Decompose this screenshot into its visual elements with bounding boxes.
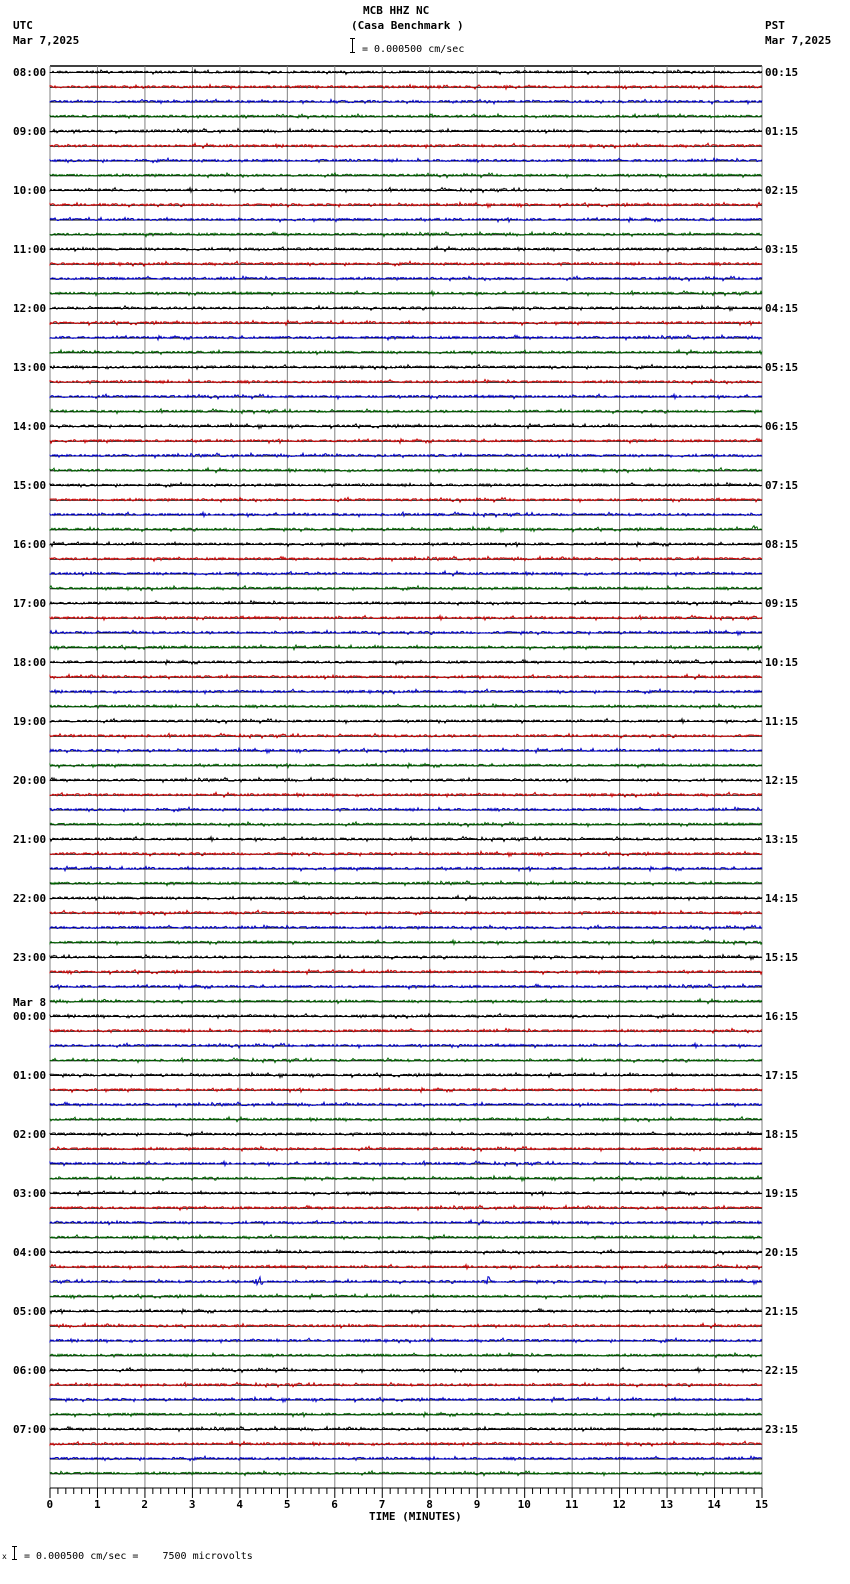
x-axis-title: TIME (MINUTES) [369,1510,462,1523]
trace-line [50,114,762,119]
trace-line [50,1456,762,1461]
trace-line [50,704,762,709]
trace-line [50,674,762,679]
right-timezone: PST [765,19,785,32]
pst-hour-label: 13:15 [765,833,799,846]
utc-hour-label: 20:00 [13,774,47,787]
trace-line [50,247,762,252]
trace-line [50,1264,762,1269]
trace-line [50,778,762,783]
utc-hour-label: 14:00 [13,420,47,433]
x-tick-label: 12 [612,1498,626,1511]
trace-line [50,232,762,237]
x-tick-label: 3 [188,1498,196,1511]
footer-prefix: x [2,1552,7,1561]
utc-hour-label: 09:00 [13,125,47,138]
trace-line [50,1014,762,1019]
x-tick-label: 15 [755,1498,769,1511]
pst-hour-label: 12:15 [765,774,799,787]
utc-hour-label: 07:00 [13,1423,47,1436]
pst-hour-label: 19:15 [765,1187,799,1200]
date-change-label: Mar 8 [13,996,47,1009]
trace-line [50,851,762,856]
trace-line [50,335,762,340]
utc-hour-label: 10:00 [13,184,47,197]
trace-line [50,925,762,930]
pst-hour-label: 18:15 [765,1128,799,1141]
pst-hour-label: 22:15 [765,1364,799,1377]
utc-hour-label: 12:00 [13,302,47,315]
pst-hour-label: 16:15 [765,1010,799,1023]
x-tick-label: 0 [46,1498,54,1511]
utc-hour-label: 08:00 [13,66,47,79]
pst-hour-label: 20:15 [765,1246,799,1259]
pst-hour-label: 07:15 [765,479,799,492]
pst-hour-label: 03:15 [765,243,799,256]
pst-hour-label: 00:15 [765,66,799,79]
pst-hour-label: 14:15 [765,892,799,905]
trace-line [50,365,762,370]
pst-hour-label: 02:15 [765,184,799,197]
x-tick-label: 2 [141,1498,149,1511]
trace-line [50,173,762,178]
utc-hour-label: 16:00 [13,538,47,551]
trace-line [50,394,762,399]
utc-hour-label: 02:00 [13,1128,47,1141]
x-tick-label: 8 [426,1498,433,1511]
trace-line [50,129,762,134]
pst-hour-label: 05:15 [765,361,799,374]
pst-hour-label: 06:15 [765,420,799,433]
trace-line [50,526,762,532]
site-name: (Casa Benchmark ) [351,19,464,32]
trace-line [50,542,762,547]
x-tick-label: 9 [473,1498,481,1511]
trace-line [50,881,762,886]
trace-line [50,1338,762,1343]
utc-hour-label: 17:00 [13,597,47,610]
x-tick-label: 4 [236,1498,243,1511]
utc-hour-label: 04:00 [13,1246,47,1259]
trace-line [50,822,762,827]
utc-hour-label: 21:00 [13,833,47,846]
left-timezone: UTC [13,19,33,32]
trace-line [50,143,762,148]
utc-hour-label: 05:00 [13,1305,47,1318]
trace-line [50,1277,762,1285]
trace-line [50,1397,762,1402]
x-tick-label: 5 [283,1498,291,1511]
pst-hour-label: 21:15 [765,1305,799,1318]
pst-hour-label: 09:15 [765,597,799,610]
x-tick-label: 11 [565,1498,579,1511]
x-tick-label: 13 [660,1498,674,1511]
trace-line [50,188,762,193]
utc-hour-label: 22:00 [13,892,47,905]
trace-line [50,1235,762,1240]
utc-hour-label: 15:00 [13,479,47,492]
pst-hour-label: 10:15 [765,656,799,669]
pst-hour-label: 11:15 [765,715,799,728]
trace-line [50,276,762,281]
utc-hour-label: 06:00 [13,1364,47,1377]
trace-line [50,379,762,384]
trace-line [50,1427,762,1432]
trace-line [50,1028,762,1033]
footer-scale-bar-icon [14,1546,15,1560]
x-tick-label: 6 [331,1498,338,1511]
x-tick-label: 14 [707,1498,721,1511]
trace-line [50,158,762,163]
scale-text: = 0.000500 cm/sec [362,44,465,55]
pst-hour-label: 17:15 [765,1069,799,1082]
utc-hour-label: 03:00 [13,1187,47,1200]
trace-line [50,689,762,694]
trace-line [50,896,762,901]
utc-hour-label: 18:00 [13,656,47,669]
trace-line [50,1146,762,1151]
utc-hour-label: 01:00 [13,1069,47,1082]
trace-line [50,483,762,488]
utc-hour-label: 11:00 [13,243,47,256]
trace-line [50,261,762,266]
trace-line [50,1058,762,1063]
utc-hour-label: 19:00 [13,715,47,728]
footer-scale-text: = 0.000500 cm/sec = 7500 microvolts [24,1551,253,1562]
trace-line [50,70,762,75]
trace-line [50,586,762,591]
station-title: MCB HHZ NC [363,4,430,17]
trace-line [50,453,762,458]
trace-line [50,719,762,724]
trace-line [50,85,762,89]
x-tick-label: 7 [378,1498,386,1511]
right-date: Mar 7,2025 [765,34,832,47]
trace-line [50,202,762,207]
trace-line [50,807,762,812]
left-date: Mar 7,2025 [13,34,80,47]
trace-line [50,955,762,960]
pst-hour-label: 01:15 [765,125,799,138]
pst-hour-label: 15:15 [765,951,799,964]
pst-hour-label: 04:15 [765,302,799,315]
x-tick-label: 1 [93,1498,101,1511]
trace-line [50,1102,762,1107]
utc-hour-label: 00:00 [13,1010,47,1023]
pst-hour-label: 08:15 [765,538,799,551]
utc-hour-label: 23:00 [13,951,47,964]
pst-hour-label: 23:15 [765,1423,799,1436]
trace-line [50,1353,762,1358]
trace-line [50,1132,762,1137]
x-tick-label: 10 [517,1498,531,1511]
trace-line [50,910,762,915]
utc-hour-label: 13:00 [13,361,47,374]
